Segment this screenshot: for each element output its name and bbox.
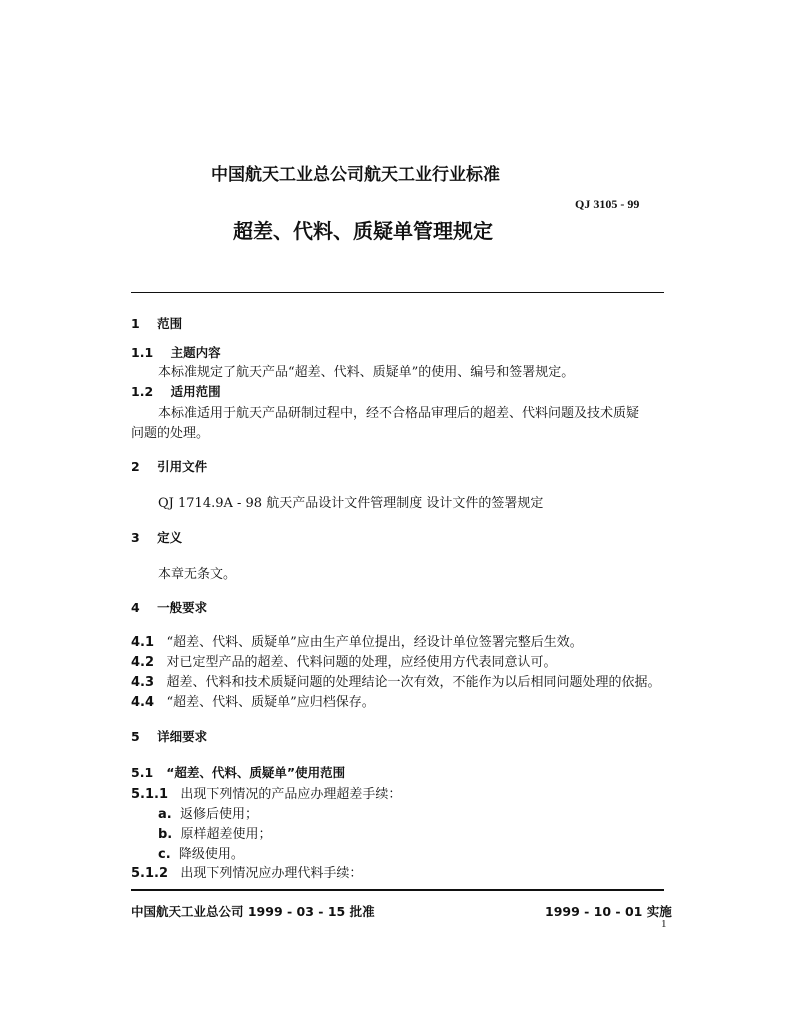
section-2-heading — [131, 457, 207, 475]
list-text: 降级使用。 — [178, 847, 244, 862]
section-5-heading — [131, 727, 207, 745]
section-1-heading — [131, 314, 182, 332]
section-4-1 — [131, 631, 583, 650]
section-1-2-heading — [131, 382, 221, 400]
list-label: a. — [158, 807, 172, 822]
list-item-a — [158, 803, 258, 822]
clause-text: “超差、代料、质疑单”应归档保存。 — [166, 695, 375, 710]
section-1-1-heading — [131, 343, 221, 361]
section-number: 3 — [131, 530, 140, 545]
section-5-1-heading — [131, 763, 345, 781]
section-title: 主题内容 — [170, 345, 221, 360]
list-label: c. — [158, 847, 171, 862]
list-text: 返修后使用； — [179, 807, 258, 822]
header-rule — [131, 292, 664, 293]
section-4-2 — [131, 651, 556, 670]
page-number: 1 — [661, 918, 667, 930]
clause-number: 4.4 — [131, 695, 155, 710]
section-title: 范围 — [157, 316, 183, 331]
section-title: “超差、代料、质疑单”使用范围 — [166, 765, 346, 780]
document-title: 超差、代料、质疑单管理规定 — [233, 219, 493, 243]
clause-number: 5.1.2 — [131, 866, 169, 881]
section-1-2-text-line2: 问题的处理。 — [131, 426, 210, 441]
reference-document: QJ 1714.9A - 98 航天产品设计文件管理制度 设计文件的签署规定 — [158, 496, 544, 511]
section-number: 5.1 — [131, 765, 154, 780]
list-item-b — [158, 823, 272, 842]
section-1-2-text-line1: 本标准适用于航天产品研制过程中，经不合格品审理后的超差、代料问题及技术质疑 — [158, 406, 640, 421]
section-number: 5 — [131, 729, 140, 744]
section-title: 定义 — [157, 530, 183, 545]
section-4-3 — [131, 671, 660, 690]
section-5-1-2 — [131, 862, 362, 881]
section-title: 详细要求 — [157, 729, 208, 744]
section-title: 引用文件 — [157, 459, 208, 474]
clause-text: “超差、代料、质疑单”应由生产单位提出，经设计单位签署完整后生效。 — [166, 635, 583, 650]
standard-code: QJ 3105 - 99 — [575, 197, 640, 211]
approval-info: 中国航天工业总公司 1999 - 03 - 15 批准 — [131, 904, 375, 919]
section-3-text: 本章无条文。 — [158, 567, 237, 582]
section-number: 1 — [131, 316, 140, 331]
section-5-1-1 — [131, 783, 401, 802]
clause-number: 5.1.1 — [131, 787, 169, 802]
clause-text: 出现下列情况的产品应办理超差手续： — [180, 787, 402, 802]
section-number: 4 — [131, 600, 140, 615]
list-label: b. — [158, 827, 173, 842]
section-title: 适用范围 — [170, 384, 221, 399]
clause-number: 4.2 — [131, 655, 155, 670]
section-4-4 — [131, 691, 375, 710]
clause-text: 对已定型产品的超差、代料问题的处理，应经使用方代表同意认可。 — [166, 655, 557, 670]
section-number: 2 — [131, 459, 140, 474]
list-text: 原样超差使用； — [180, 827, 272, 842]
clause-text: 超差、代料和技术质疑问题的处理结论一次有效，不能作为以后相同问题处理的依据。 — [166, 675, 661, 690]
section-number: 1.1 — [131, 345, 154, 360]
implementation-date: 1999 - 10 - 01 实施 — [545, 904, 672, 919]
section-3-heading — [131, 528, 182, 546]
section-1-1-text: 本标准规定了航天产品“超差、代料、质疑单”的使用、编号和签署规定。 — [158, 365, 575, 380]
clause-text: 出现下列情况应办理代料手续： — [180, 866, 363, 881]
clause-number: 4.1 — [131, 635, 155, 650]
clause-number: 4.3 — [131, 675, 155, 690]
footer-rule — [131, 889, 664, 891]
standard-organization: 中国航天工业总公司航天工业行业标准 — [211, 165, 500, 185]
section-4-heading — [131, 598, 207, 616]
section-title: 一般要求 — [157, 600, 208, 615]
section-number: 1.2 — [131, 384, 154, 399]
list-item-c — [158, 843, 244, 862]
